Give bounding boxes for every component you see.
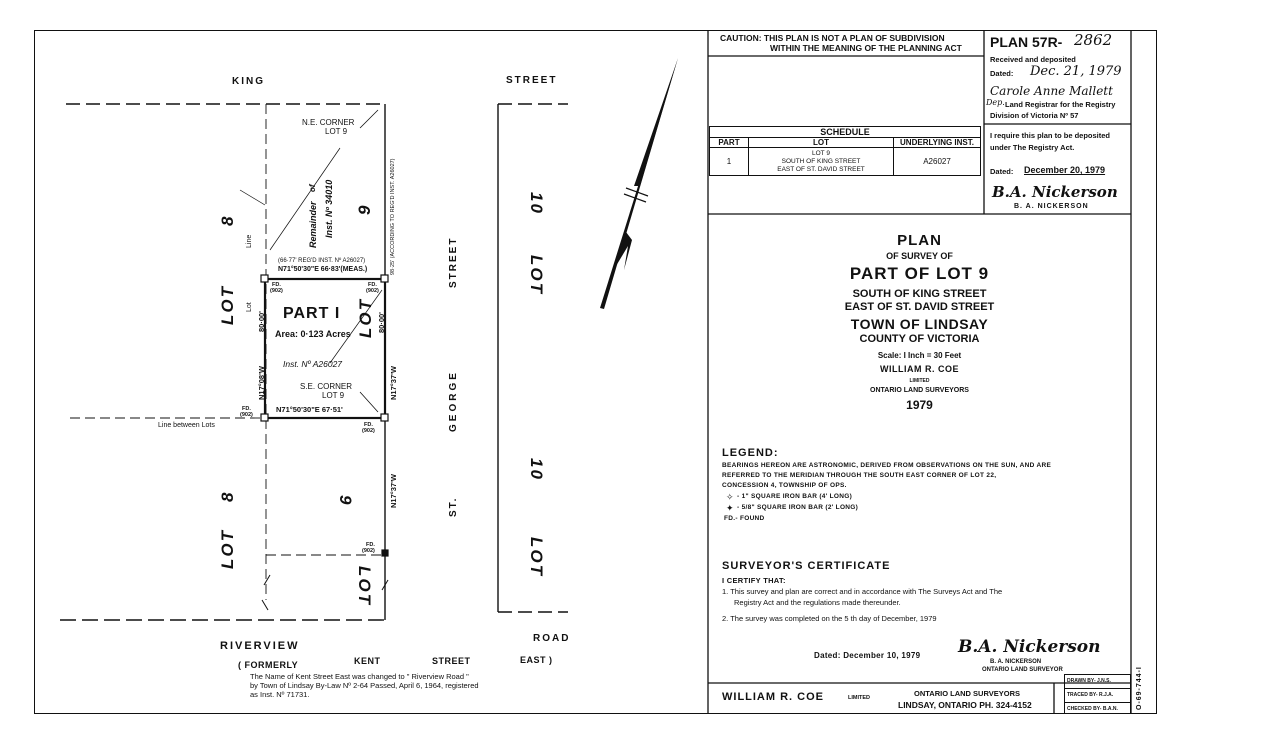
north-arrow-icon — [600, 58, 678, 309]
certificate-item1b: Registry Act and the regulations made thereunder. — [734, 598, 901, 607]
deposit-line1: I require this plan to be deposited — [990, 131, 1111, 140]
title-of-survey: OF SURVEY OF — [886, 251, 953, 261]
legend-line2: REFERRED TO THE MERIDIAN THROUGH THE SOUTH EAST CORNER OF LOT 22, — [722, 472, 997, 479]
title-surveyor: WILLIAM R. COE — [880, 364, 959, 374]
lot10-upper-label: LOT — [527, 255, 546, 295]
footer-limited: LIMITED — [848, 695, 870, 701]
file-number: O-69-744-I — [1136, 666, 1143, 710]
footer-company: WILLIAM R. COE — [722, 691, 824, 703]
bearing-left: N17°08'W — [257, 366, 266, 400]
lot10-lower-label: LOT — [527, 537, 546, 577]
lot8-lower-num: 8 — [218, 490, 237, 502]
bearing-bottom: N71°50'30"E 67·51' — [276, 405, 343, 414]
street2-label: STREET — [432, 656, 471, 666]
registrar-signature: Carole Anne Mallett — [990, 84, 1113, 98]
schedule-row-inst: A26027 — [894, 148, 981, 176]
fd-ne: FD. — [368, 282, 377, 288]
lot-word-label: Lot — [246, 302, 253, 312]
line-word-label: Line — [246, 234, 253, 248]
solid-bar-icon: ✦ — [726, 503, 734, 513]
schedule-title: SCHEDULE — [710, 127, 981, 138]
title-part: PART OF LOT 9 — [849, 264, 990, 283]
fd-nw-num: (902) — [270, 288, 283, 294]
riverview-label: RIVERVIEW — [220, 640, 300, 652]
bearing-right: N17°37'W — [389, 366, 398, 400]
registrar-prefix: Dep. — [986, 98, 1005, 107]
rename-note-3: as Inst. Nº 71731. — [250, 690, 310, 699]
schedule-header-inst: UNDERLYING INST. — [894, 138, 981, 148]
se-corner-lot: LOT 9 — [322, 391, 345, 400]
lot10-lower-num: 10 — [527, 458, 546, 481]
schedule-row-lot: LOT 9 SOUTH OF KING STREET EAST OF ST. DAVID STREET — [749, 148, 894, 176]
plan-number-hw: 2862 — [1074, 31, 1113, 49]
bearing-top: N71°50'30"E 66·83'(MEAS.) — [278, 266, 368, 273]
inst-34010-label: Inst. Nº 34010 — [324, 179, 334, 238]
street-top-label: STREET — [506, 75, 558, 86]
lot9-upper-num: 9 — [355, 203, 374, 215]
title-plan: PLAN — [897, 232, 942, 249]
street-vertical-label: STREET — [448, 236, 459, 288]
plan-number: PLAN 57R- — [990, 34, 1063, 50]
lot9-upper-label: LOT — [356, 298, 375, 338]
legend-item3: FD.- FOUND — [724, 515, 765, 522]
fd-nw: FD. — [272, 282, 281, 288]
certificate-role: ONTARIO LAND SURVEYOR — [982, 667, 1063, 673]
certificate-certify: I CERTIFY THAT: — [722, 576, 786, 585]
certificate-item1a: 1. This survey and plan are correct and in accordance with The Surveys Act and The — [722, 587, 1003, 596]
received-label: Received and deposited — [990, 55, 1076, 64]
schedule-header-part: PART — [710, 138, 749, 148]
st-label: ST. — [448, 496, 459, 517]
dim-left: 80·00' — [257, 311, 266, 332]
schedule-header-lot: LOT — [749, 138, 894, 148]
part1-label: PART I — [283, 305, 341, 322]
title-scale: Scale: I Inch = 30 Feet — [877, 351, 962, 360]
footer-traced: TRACED BY- R.J.A. — [1065, 689, 1130, 703]
george-label: GEORGE — [448, 370, 459, 432]
title-year: 1979 — [906, 398, 933, 412]
reg-dim-top: (66·77' REG'D INST. Nº A26027) — [278, 258, 366, 264]
lot10-upper-num: 10 — [527, 192, 546, 215]
legend-title: LEGEND: — [722, 447, 779, 459]
remainder-label: Remainder — [308, 201, 318, 248]
fd-ne-num: (902) — [366, 288, 379, 294]
lot8-lower-label: LOT — [218, 529, 237, 569]
rename-note-2: by Town of Lindsay By-Law Nº 2-64 Passed, April 6, 1964, registered — [250, 681, 479, 690]
line-between-lots-label: Line between Lots — [158, 422, 215, 429]
rename-note-1: The Name of Kent Street East was changed to " Riverview Road " — [250, 672, 469, 681]
ne-corner-label: N.E. CORNER — [302, 118, 355, 127]
lot8-upper-num: 8 — [218, 214, 237, 226]
legend-line1: BEARINGS HEREON ARE ASTRONOMIC, DERIVED FROM OBSERVATIONS ON THE SUN, AND ARE — [722, 462, 1052, 469]
certificate-name: B. A. NICKERSON — [990, 659, 1042, 665]
deposit-name: B. A. NICKERSON — [1014, 203, 1089, 210]
title-ols: ONTARIO LAND SURVEYORS — [870, 387, 969, 394]
drawn-by-box — [1064, 674, 1131, 714]
remainder-of: of — [308, 184, 317, 192]
schedule-table — [709, 126, 981, 176]
footer-checked: CHECKED BY- B.A.N. — [1067, 706, 1118, 712]
inst-a26027-label: Inst. Nº A26027 — [283, 359, 343, 369]
title-limited: LIMITED — [909, 378, 930, 384]
fd-lower-num: (902) — [362, 548, 375, 554]
lot9-lower-label: LOT — [355, 566, 374, 606]
deposit-date: December 20, 1979 — [1024, 165, 1106, 175]
fd-lower: FD. — [366, 542, 375, 548]
title-county: COUNTY OF VICTORIA — [859, 333, 980, 345]
east-label: EAST ) — [520, 655, 553, 665]
division-label: Division of Victoria Nº 57 — [990, 111, 1079, 120]
deposit-signature: B.A. Nickerson — [992, 183, 1118, 201]
certificate-dated: Dated: December 10, 1979 — [814, 651, 921, 660]
ne-corner-lot: LOT 9 — [325, 127, 348, 136]
schedule-row-part: 1 — [710, 148, 749, 176]
title-south: SOUTH OF KING STREET — [852, 288, 987, 300]
dim-98-label: 98·25' (ACCORDING TO REG'D INST. A26027) — [390, 158, 396, 275]
fd-se-num: (902) — [362, 428, 375, 434]
formerly-label: ( FORMERLY — [238, 660, 299, 670]
title-east: EAST OF ST. DAVID STREET — [844, 301, 995, 313]
dim-right: 80·00' — [377, 312, 386, 333]
plan-dated-hw: Dec. 21, 1979 — [1030, 64, 1122, 79]
legend-item2: - 5/8" SQUARE IRON BAR (2' LONG) — [737, 504, 859, 511]
caution-line2: WITHIN THE MEANING OF THE PLANNING ACT — [770, 43, 962, 53]
deposit-dated-label: Dated: — [990, 167, 1014, 176]
bearing-right-lower: N17°37'W — [389, 474, 398, 508]
caution-line1: CAUTION: THIS PLAN IS NOT A PLAN OF SUBDIVISION — [720, 33, 945, 43]
legend-item1: - 1" SQUARE IRON BAR (4' LONG) — [737, 493, 853, 500]
title-town: TOWN OF LINDSAY — [850, 316, 989, 332]
footer-drawn: DRAWN BY- J.N.S. — [1065, 675, 1130, 689]
footer-address: LINDSAY, ONTARIO PH. 324-4152 — [898, 700, 1032, 710]
fd-sw-num: (902) — [240, 412, 253, 418]
king-label: KING — [232, 76, 265, 87]
open-bar-icon: ✧ — [726, 492, 734, 502]
plan-dated-label: Dated: — [990, 69, 1014, 78]
certificate-signature: B.A. Nickerson — [958, 637, 1101, 657]
footer-ols: ONTARIO LAND SURVEYORS — [914, 689, 1020, 698]
fd-sw: FD. — [242, 406, 251, 412]
fd-se: FD. — [364, 422, 373, 428]
lot8-upper-label: LOT — [218, 285, 237, 325]
registrar-title: Land Registrar for the Registry — [1005, 100, 1116, 109]
certificate-title: SURVEYOR'S CERTIFICATE — [722, 560, 891, 572]
deposit-line2: under The Registry Act. — [990, 143, 1075, 152]
legend-line3: CONCESSION 4, TOWNSHIP OF OPS. — [722, 482, 847, 489]
kent-label: KENT — [354, 656, 381, 666]
certificate-item2: 2. The survey was completed on the 5 th day of December, 1979 — [722, 614, 937, 623]
road-label: ROAD — [533, 633, 571, 644]
se-corner-label: S.E. CORNER — [300, 382, 353, 391]
lot9-lower-num: 9 — [336, 495, 355, 507]
area-label: Area: 0·123 Acres — [275, 329, 351, 339]
